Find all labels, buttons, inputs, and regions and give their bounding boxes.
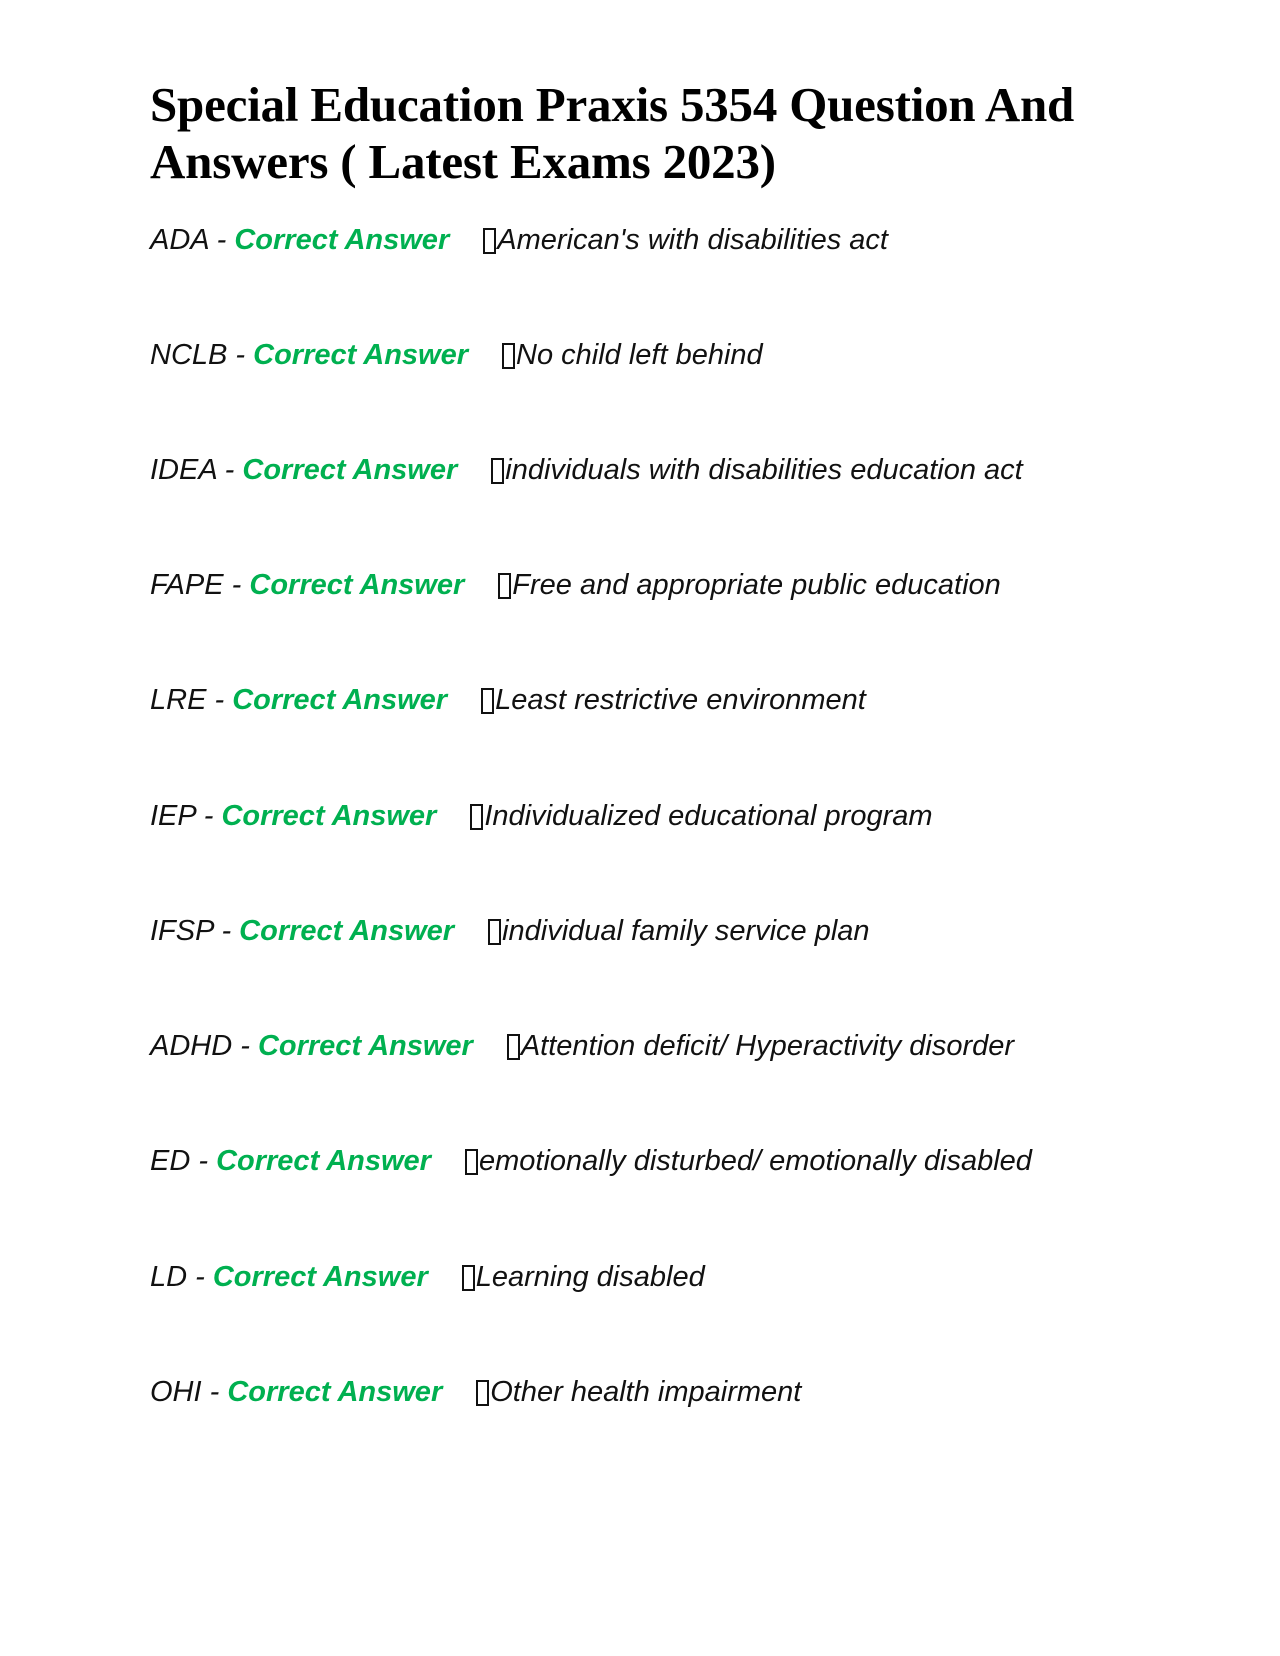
correct-answer-label: Correct Answer [253, 339, 469, 371]
entry-separator: - [213, 915, 240, 947]
entry-separator: - [216, 454, 243, 486]
qa-entry-fape [150, 565, 1001, 605]
missing-glyph-box-icon [491, 458, 504, 484]
missing-glyph-box-icon [481, 688, 494, 714]
entry-term: ADHD [150, 1030, 233, 1062]
missing-glyph-box-icon [483, 228, 496, 254]
correct-answer-label: Correct Answer [242, 454, 458, 486]
entry-answer: Attention deficit/ Hyperactivity disorder [520, 1030, 1015, 1062]
correct-answer-label: Correct Answer [221, 800, 437, 832]
missing-glyph-box-icon [502, 343, 515, 369]
entry-separator: - [232, 1030, 258, 1062]
entry-term: NCLB [150, 339, 228, 371]
entry-answer: American's with disabilities act [497, 224, 888, 256]
entry-answer: emotionally disturbed/ emotionally disabled [478, 1145, 1032, 1177]
entry-separator: - [227, 339, 254, 371]
missing-glyph-box-icon [462, 1265, 475, 1291]
entry-term: IDEA [150, 454, 217, 486]
correct-answer-label: Correct Answer [249, 569, 465, 601]
missing-glyph-box-icon [476, 1380, 489, 1406]
entry-answer: individual family service plan [502, 915, 870, 947]
correct-answer-label: Correct Answer [216, 1145, 431, 1177]
entry-term: IFSP [150, 915, 214, 947]
correct-answer-label: Correct Answer [227, 1376, 443, 1408]
entry-answer: Individualized educational program [484, 800, 933, 832]
qa-entry-ada [150, 220, 888, 260]
qa-entry-adhd [150, 1026, 1014, 1066]
entry-term: ED [150, 1145, 191, 1177]
correct-answer-label: Correct Answer [239, 915, 455, 947]
qa-entry-iep [150, 796, 933, 836]
qa-entry-lre [150, 680, 866, 720]
entry-separator: - [206, 684, 233, 716]
entry-separator: - [190, 1145, 217, 1177]
entry-answer: Free and appropriate public education [512, 569, 1001, 601]
correct-answer-label: Correct Answer [234, 224, 450, 256]
correct-answer-label: Correct Answer [257, 1030, 473, 1062]
missing-glyph-box-icon [470, 804, 483, 830]
missing-glyph-box-icon [498, 573, 511, 599]
qa-entry-ohi [150, 1372, 801, 1412]
entry-separator: - [223, 569, 250, 601]
entry-term: ADA [150, 224, 209, 256]
entry-term: OHI [150, 1376, 202, 1408]
entry-term: IEP [150, 800, 196, 832]
entry-answer: Other health impairment [490, 1376, 802, 1408]
entry-separator: - [201, 1376, 228, 1408]
entry-term: LD [150, 1261, 188, 1293]
missing-glyph-box-icon [465, 1149, 478, 1175]
entry-answer: Least restrictive environment [495, 684, 866, 716]
correct-answer-label: Correct Answer [212, 1261, 428, 1293]
qa-entry-ifsp [150, 911, 870, 951]
entry-answer: individuals with disabilities education act [505, 454, 1023, 486]
qa-entry-nclb [150, 335, 763, 375]
qa-entry-ld [150, 1257, 705, 1297]
missing-glyph-box-icon [488, 919, 501, 945]
entry-term: LRE [150, 684, 207, 716]
document-title: Special Education Praxis 5354 Question And Answers ( Latest Exams 2023) [150, 77, 1075, 189]
entry-separator: - [187, 1261, 213, 1293]
qa-entry-idea [150, 450, 1023, 490]
entry-separator: - [195, 800, 222, 832]
qa-entry-ed [150, 1141, 1032, 1181]
correct-answer-label: Correct Answer [232, 684, 448, 716]
entry-answer: No child left behind [516, 339, 763, 371]
entry-term: FAPE [150, 569, 224, 601]
missing-glyph-box-icon [507, 1034, 520, 1060]
entry-answer: Learning disabled [475, 1261, 705, 1293]
entry-separator: - [208, 224, 235, 256]
